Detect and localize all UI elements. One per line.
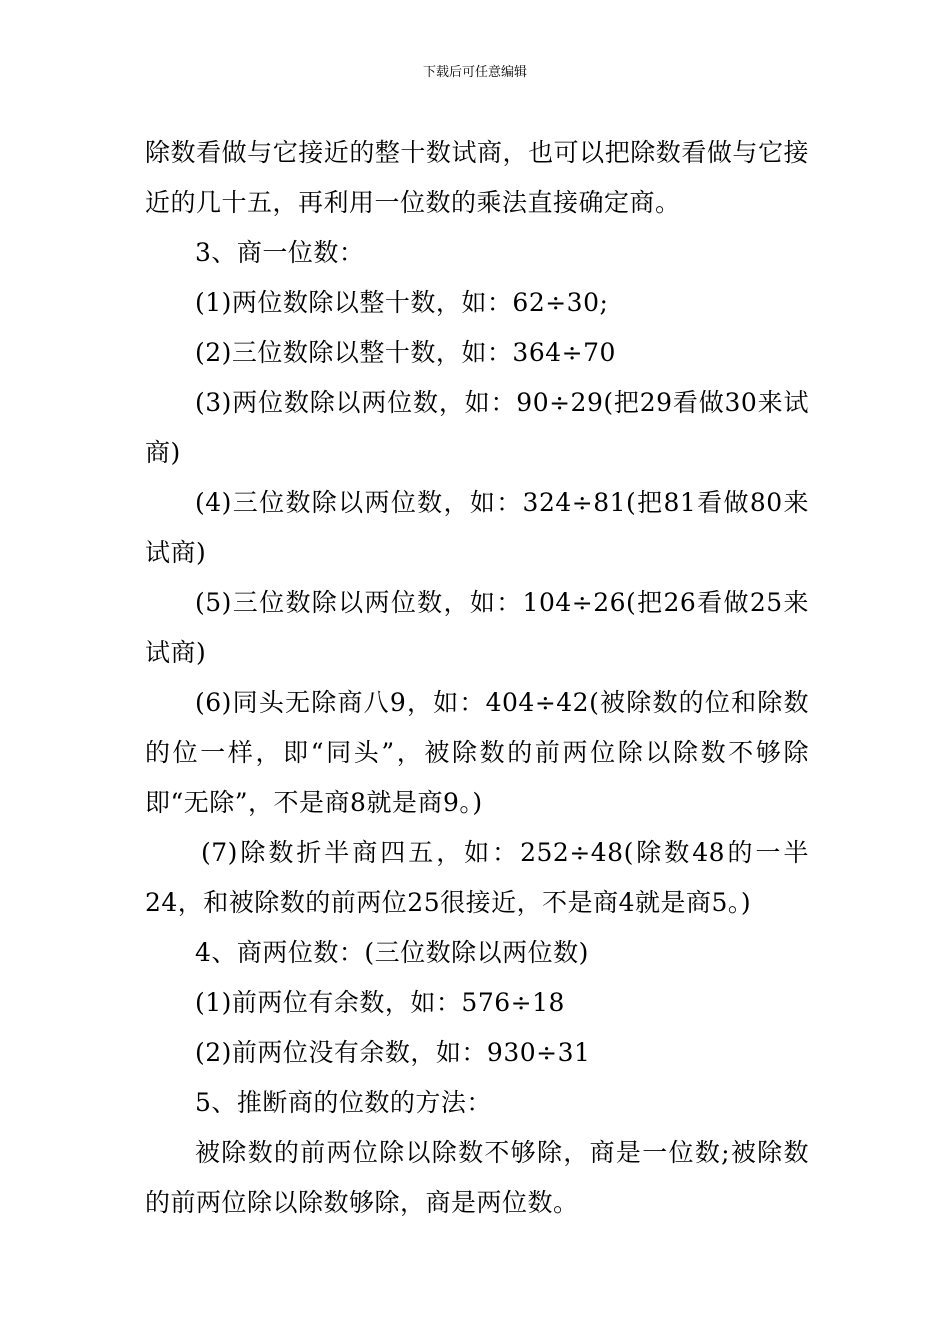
list-item-3: (3)两位数除以两位数，如：90÷29(把29看做30来试商)	[145, 388, 809, 467]
list-item-4: (4)三位数除以两位数，如：324÷81(把81看做80来试商)	[145, 488, 809, 567]
heading-single-digit-quotient: 3、商一位数：	[195, 238, 365, 267]
list-item-6: (6)同头无除商八9，如：404÷42(被除数的位和除数的位一样，即“同头”，被除数的前两位除以除数不够除即“无除”，不是商8就是商9。)	[145, 688, 809, 817]
paragraph-continuation: 除数看做与它接近的整十数试商，也可以把除数看做与它接近的几十五，再利用一位数的乘法直接确定商。	[145, 138, 809, 217]
list-item-two-digit-2: (2)前两位没有余数，如：930÷31	[195, 1038, 591, 1067]
document-body	[145, 128, 809, 1228]
page-header: 下载后可任意编辑	[422, 65, 527, 80]
list-item-5: (5)三位数除以两位数，如：104÷26(把26看做25来试商)	[145, 588, 809, 667]
heading-two-digit-quotient: 4、商两位数：(三位数除以两位数)	[195, 938, 589, 967]
paragraph-method-explanation: 被除数的前两位除以除数不够除，商是一位数;被除数的前两位除以除数够除，商是两位数。	[145, 1138, 809, 1217]
list-item-2: (2)三位数除以整十数，如：364÷70	[195, 338, 616, 367]
list-item-1: (1)两位数除以整十数，如：62÷30;	[195, 288, 609, 317]
list-item-two-digit-1: (1)前两位有余数，如：576÷18	[195, 988, 565, 1017]
list-item-7: (7)除数折半商四五，如：252÷48(除数48的一半24，和被除数的前两位25很接近，不是商4就是商5。)	[145, 838, 809, 917]
heading-quotient-digits-method: 5、推断商的位数的方法：	[195, 1088, 492, 1117]
